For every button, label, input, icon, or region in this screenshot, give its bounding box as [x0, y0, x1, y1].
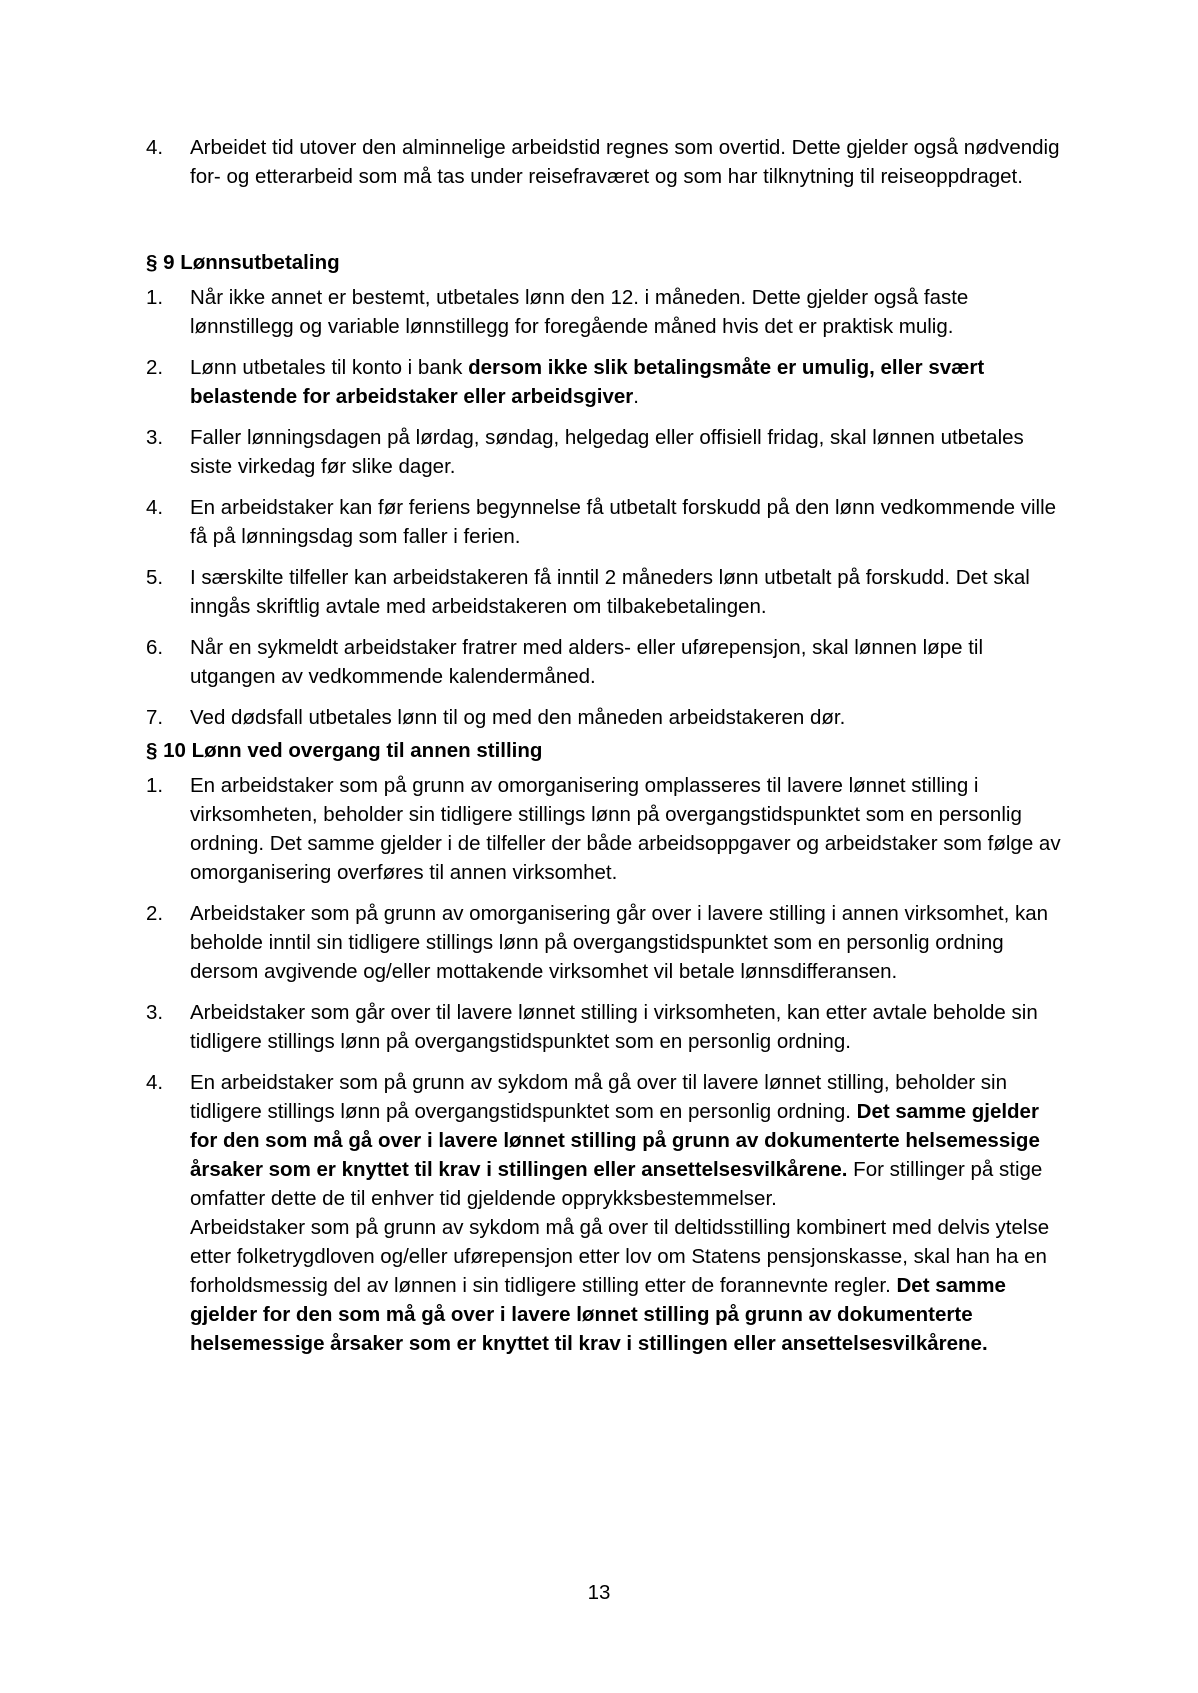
item-number: 1. [146, 774, 164, 797]
item-number: 1. [146, 286, 164, 309]
list-item [146, 633, 1066, 691]
item-text: Faller lønningsdagen på lørdag, søndag, helgedag eller offisiell fridag, skal lønnen utbetales siste virkedag før slike dager. [190, 426, 1024, 478]
item-number: 3. [146, 426, 164, 449]
item-text: En arbeidstaker som på grunn av omorganisering omplasseres til lavere lønnet stilling i virksomheten, beholder sin tidligere stillings lønn på overgangstidspunktet som en personlig ordning. Det samme gjelder i de tilfeller der både arbeidsoppgaver og arbeidstaker som følge av omorganisering overføres til annen virksomhet. [190, 774, 1061, 884]
list-item [146, 283, 1066, 341]
item-number: 6. [146, 636, 164, 659]
item-text: I særskilte tilfeller kan arbeidstakeren få inntil 2 måneders lønn utbetalt på forskudd. Det skal inngås skriftlig avtale med arbeidstakeren om tilbakebetalingen. [190, 566, 1030, 618]
list-item [146, 899, 1066, 986]
list-item [146, 423, 1066, 481]
item-number: 7. [146, 706, 164, 729]
section-9-heading: § 9 Lønnsutbetaling [146, 251, 340, 274]
list-item [146, 1068, 1066, 1358]
item-text: Arbeidet tid utover den alminnelige arbeidstid regnes som overtid. Dette gjelder også nødvendig for- og etterarbeid som må tas under reisefraværet og som har tilknytning til reiseoppdraget. [190, 136, 1060, 188]
item-number: 4. [146, 496, 164, 519]
item-text: Ved dødsfall utbetales lønn til og med den måneden arbeidstakeren dør. [190, 706, 846, 729]
item-text-plain: Arbeidstaker som på grunn av sykdom må gå over til deltidsstilling kombinert med delvis ytelse etter folketrygdloven og/eller uførepensjon etter lov om Statens pensjonskasse, skal han ha en forholdsmessig del av lønnen i sin tidligere stilling etter de forannevnte regler. [190, 1216, 1050, 1297]
list-item [146, 133, 1066, 191]
item-number: 5. [146, 566, 164, 589]
item-text-plain: Lønn utbetales til konto i bank [190, 356, 469, 379]
item-text-plain: . [633, 385, 639, 408]
overtime-list [146, 133, 1066, 203]
item-text: Arbeidstaker som på grunn av omorganisering går over i lavere stilling i annen virksomhet, kan beholde inntil sin tidligere stillings lønn på overgangstidspunktet som en personlig ordning dersom avgivende og/eller mottakende virksomhet vil betale lønnsdifferansen. [190, 902, 1049, 983]
item-paragraph [190, 1213, 1066, 1358]
item-text-bold: Det samme gjelder for den som må gå over i lavere lønnet stilling på grunn av dokumenterte helsemessige årsaker som er knyttet til krav i stillingen eller ansettelsesvilkårene. [190, 1100, 1040, 1181]
list-item [146, 493, 1066, 551]
list-item [146, 703, 1066, 732]
item-text: Når en sykmeldt arbeidstaker fratrer med alders- eller uførepensjon, skal lønnen løpe til utgangen av vedkommende kalendermåned. [190, 636, 983, 688]
item-number: 4. [146, 136, 164, 159]
section-9-list [146, 283, 1066, 744]
item-number: 4. [146, 1071, 164, 1094]
item-text-bold: Det samme gjelder for den som må gå over i lavere lønnet stilling på grunn av dokumenterte helsemessige årsaker som er knyttet til krav i stillingen eller ansettelsesvilkårene. [190, 1274, 1006, 1355]
item-number: 2. [146, 902, 164, 925]
list-item [146, 353, 1066, 411]
list-item [146, 771, 1066, 887]
item-text-plain: En arbeidstaker som på grunn av sykdom må gå over til lavere lønnet stilling, beholder sin tidligere stillings lønn på overgangstidspunktet som en personlig ordning. [190, 1071, 1007, 1123]
item-text-bold: dersom ikke slik betalingsmåte er umulig, eller svært belastende for arbeidstaker eller arbeidsgiver [190, 356, 985, 408]
page-number: 13 [587, 1581, 611, 1604]
item-text: Når ikke annet er bestemt, utbetales lønn den 12. i måneden. Dette gjelder også faste lønnstillegg og variable lønnstillegg for foregående måned hvis det er praktisk mulig. [190, 286, 969, 338]
item-text [190, 1068, 1066, 1213]
item-text-plain: For stillinger på stige omfatter dette de til enhver tid gjeldende opprykksbestemmelser. [190, 1158, 1043, 1210]
list-item [146, 563, 1066, 621]
item-text [190, 353, 1066, 411]
item-number: 2. [146, 356, 164, 379]
item-number: 3. [146, 1001, 164, 1024]
list-item [146, 998, 1066, 1056]
section-10-list [146, 771, 1066, 1370]
item-text: Arbeidstaker som går over til lavere lønnet stilling i virksomheten, kan etter avtale beholde sin tidligere stillings lønn på overgangstidspunktet som en personlig ordning. [190, 1001, 1038, 1053]
item-text: En arbeidstaker kan før feriens begynnelse få utbetalt forskudd på den lønn vedkommende ville få på lønningsdag som faller i ferien. [190, 496, 1057, 548]
section-10-heading: § 10 Lønn ved overgang til annen stilling [146, 739, 543, 762]
